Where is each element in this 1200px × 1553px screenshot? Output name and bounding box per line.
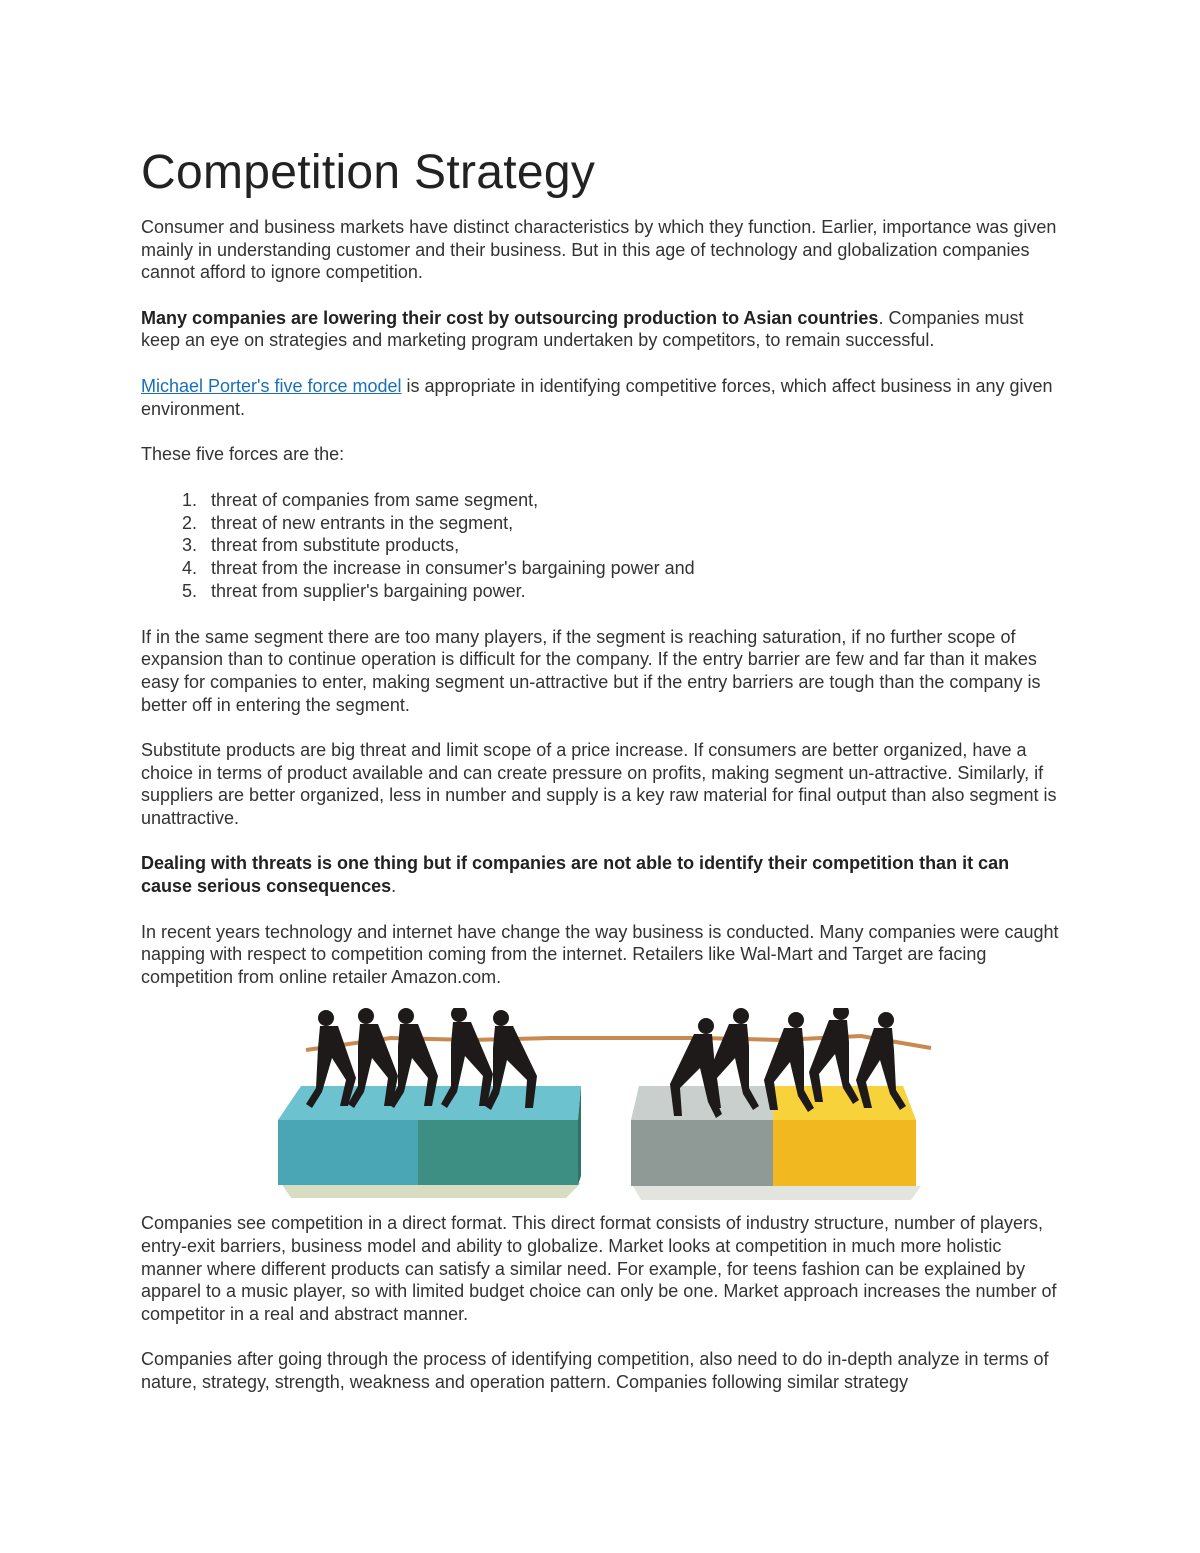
left-block-front-a bbox=[278, 1120, 418, 1185]
list-item bbox=[141, 512, 1061, 535]
paragraph-segment: If in the same segment there are too many players, if the segment is reaching saturation, if no further scope of expansion than to continue operation is difficult for the company. If the entry barrier are few and far than it makes easy for companies to enter, making segment un-attractive but if the entry barriers are tough than the company is better off in entering the segment. bbox=[141, 626, 1041, 715]
paragraph-analysis: Companies after going through the process of identifying competition, also need to do in-depth analyze in terms of nature, strategy, strength, weakness and operation pattern. Companies following similar strategy bbox=[141, 1349, 1049, 1393]
porter-five-force-link[interactable]: Michael Porter's five force model bbox=[141, 375, 402, 396]
paragraph-porter-rest: is appropriate in identifying competitive forces, which affect business in any given environment. bbox=[141, 375, 1053, 419]
paragraph-substitutes: Substitute products are big threat and limit scope of a price increase. If consumers are better organized, have a choice in terms of product available and can create pressure on profits, making segment un-attractive. Similarly, if suppliers are better organized, less in number and supply is a key raw material for final output than also segment is unattractive. bbox=[141, 740, 1057, 828]
bold-statement-outsourcing: Many companies are lowering their cost by outsourcing production to Asian countries bbox=[141, 307, 879, 328]
paragraph-threats-rest: . bbox=[391, 876, 397, 897]
list-number: 4. bbox=[181, 558, 197, 579]
document-page bbox=[141, 140, 1061, 1394]
right-block-front-b bbox=[773, 1120, 916, 1186]
paragraph-threats bbox=[141, 852, 1061, 897]
list-text: threat from the increase in consumer's bargaining power and bbox=[211, 558, 695, 579]
left-block-front-b bbox=[418, 1120, 578, 1185]
right-block-front-a bbox=[631, 1120, 773, 1186]
paragraph-forces-intro: These five forces are the: bbox=[141, 444, 345, 465]
paragraph-porter bbox=[141, 375, 1061, 420]
list-number: 3. bbox=[181, 535, 197, 556]
bold-statement-threats: Dealing with threats is one thing but if companies are not able to identify their competition than it can cause serious consequences bbox=[141, 853, 1010, 897]
list-text: threat from substitute products, bbox=[211, 535, 460, 556]
list-text: threat of new entrants in the segment, bbox=[211, 512, 514, 533]
page-title: Competition Strategy bbox=[141, 146, 596, 199]
list-item bbox=[141, 580, 1061, 603]
list-number: 5. bbox=[181, 580, 197, 601]
list-text: threat of companies from same segment, bbox=[211, 489, 539, 510]
paragraph-intro: Consumer and business markets have distinct characteristics by which they function. Earlier, importance was given mainly in understanding customer and their business. But in this age of technology and globalization companies cannot afford to ignore competition. bbox=[141, 217, 1057, 283]
paragraph-outsourcing bbox=[141, 307, 1061, 352]
list-item bbox=[141, 489, 1061, 512]
list-text: threat from supplier's bargaining power. bbox=[211, 580, 526, 601]
paragraph-outsourcing-rest: . Companies must keep an eye on strategies and marketing program undertaken by competitors, to remain successful. bbox=[141, 307, 1024, 351]
tug-of-war-illustration bbox=[141, 1008, 1061, 1208]
list-number: 2. bbox=[181, 512, 197, 533]
list-item bbox=[141, 557, 1061, 580]
tug-of-war-svg bbox=[141, 1008, 1061, 1208]
paragraph-direct-format: Companies see competition in a direct format. This direct format consists of industry structure, number of players, entry-exit barriers, business model and ability to globalize. Market looks at competition in much more holistic manner where different products can satisfy a similar need. For example, for teens fashion can be explained by apparel to a music player, so with limited budget choice can only be one. Market approach increases the number of competitor in a real and abstract manner. bbox=[141, 1213, 1057, 1324]
list-number: 1. bbox=[181, 489, 197, 510]
five-forces-list bbox=[141, 489, 1061, 603]
list-item bbox=[141, 534, 1061, 557]
paragraph-internet: In recent years technology and internet have change the way business is conducted. Many companies were caught napping with respect to competition coming from the internet. Retailers like Wal-Mart and Target are facing competition from online retailer Amazon.com. bbox=[141, 921, 1059, 987]
